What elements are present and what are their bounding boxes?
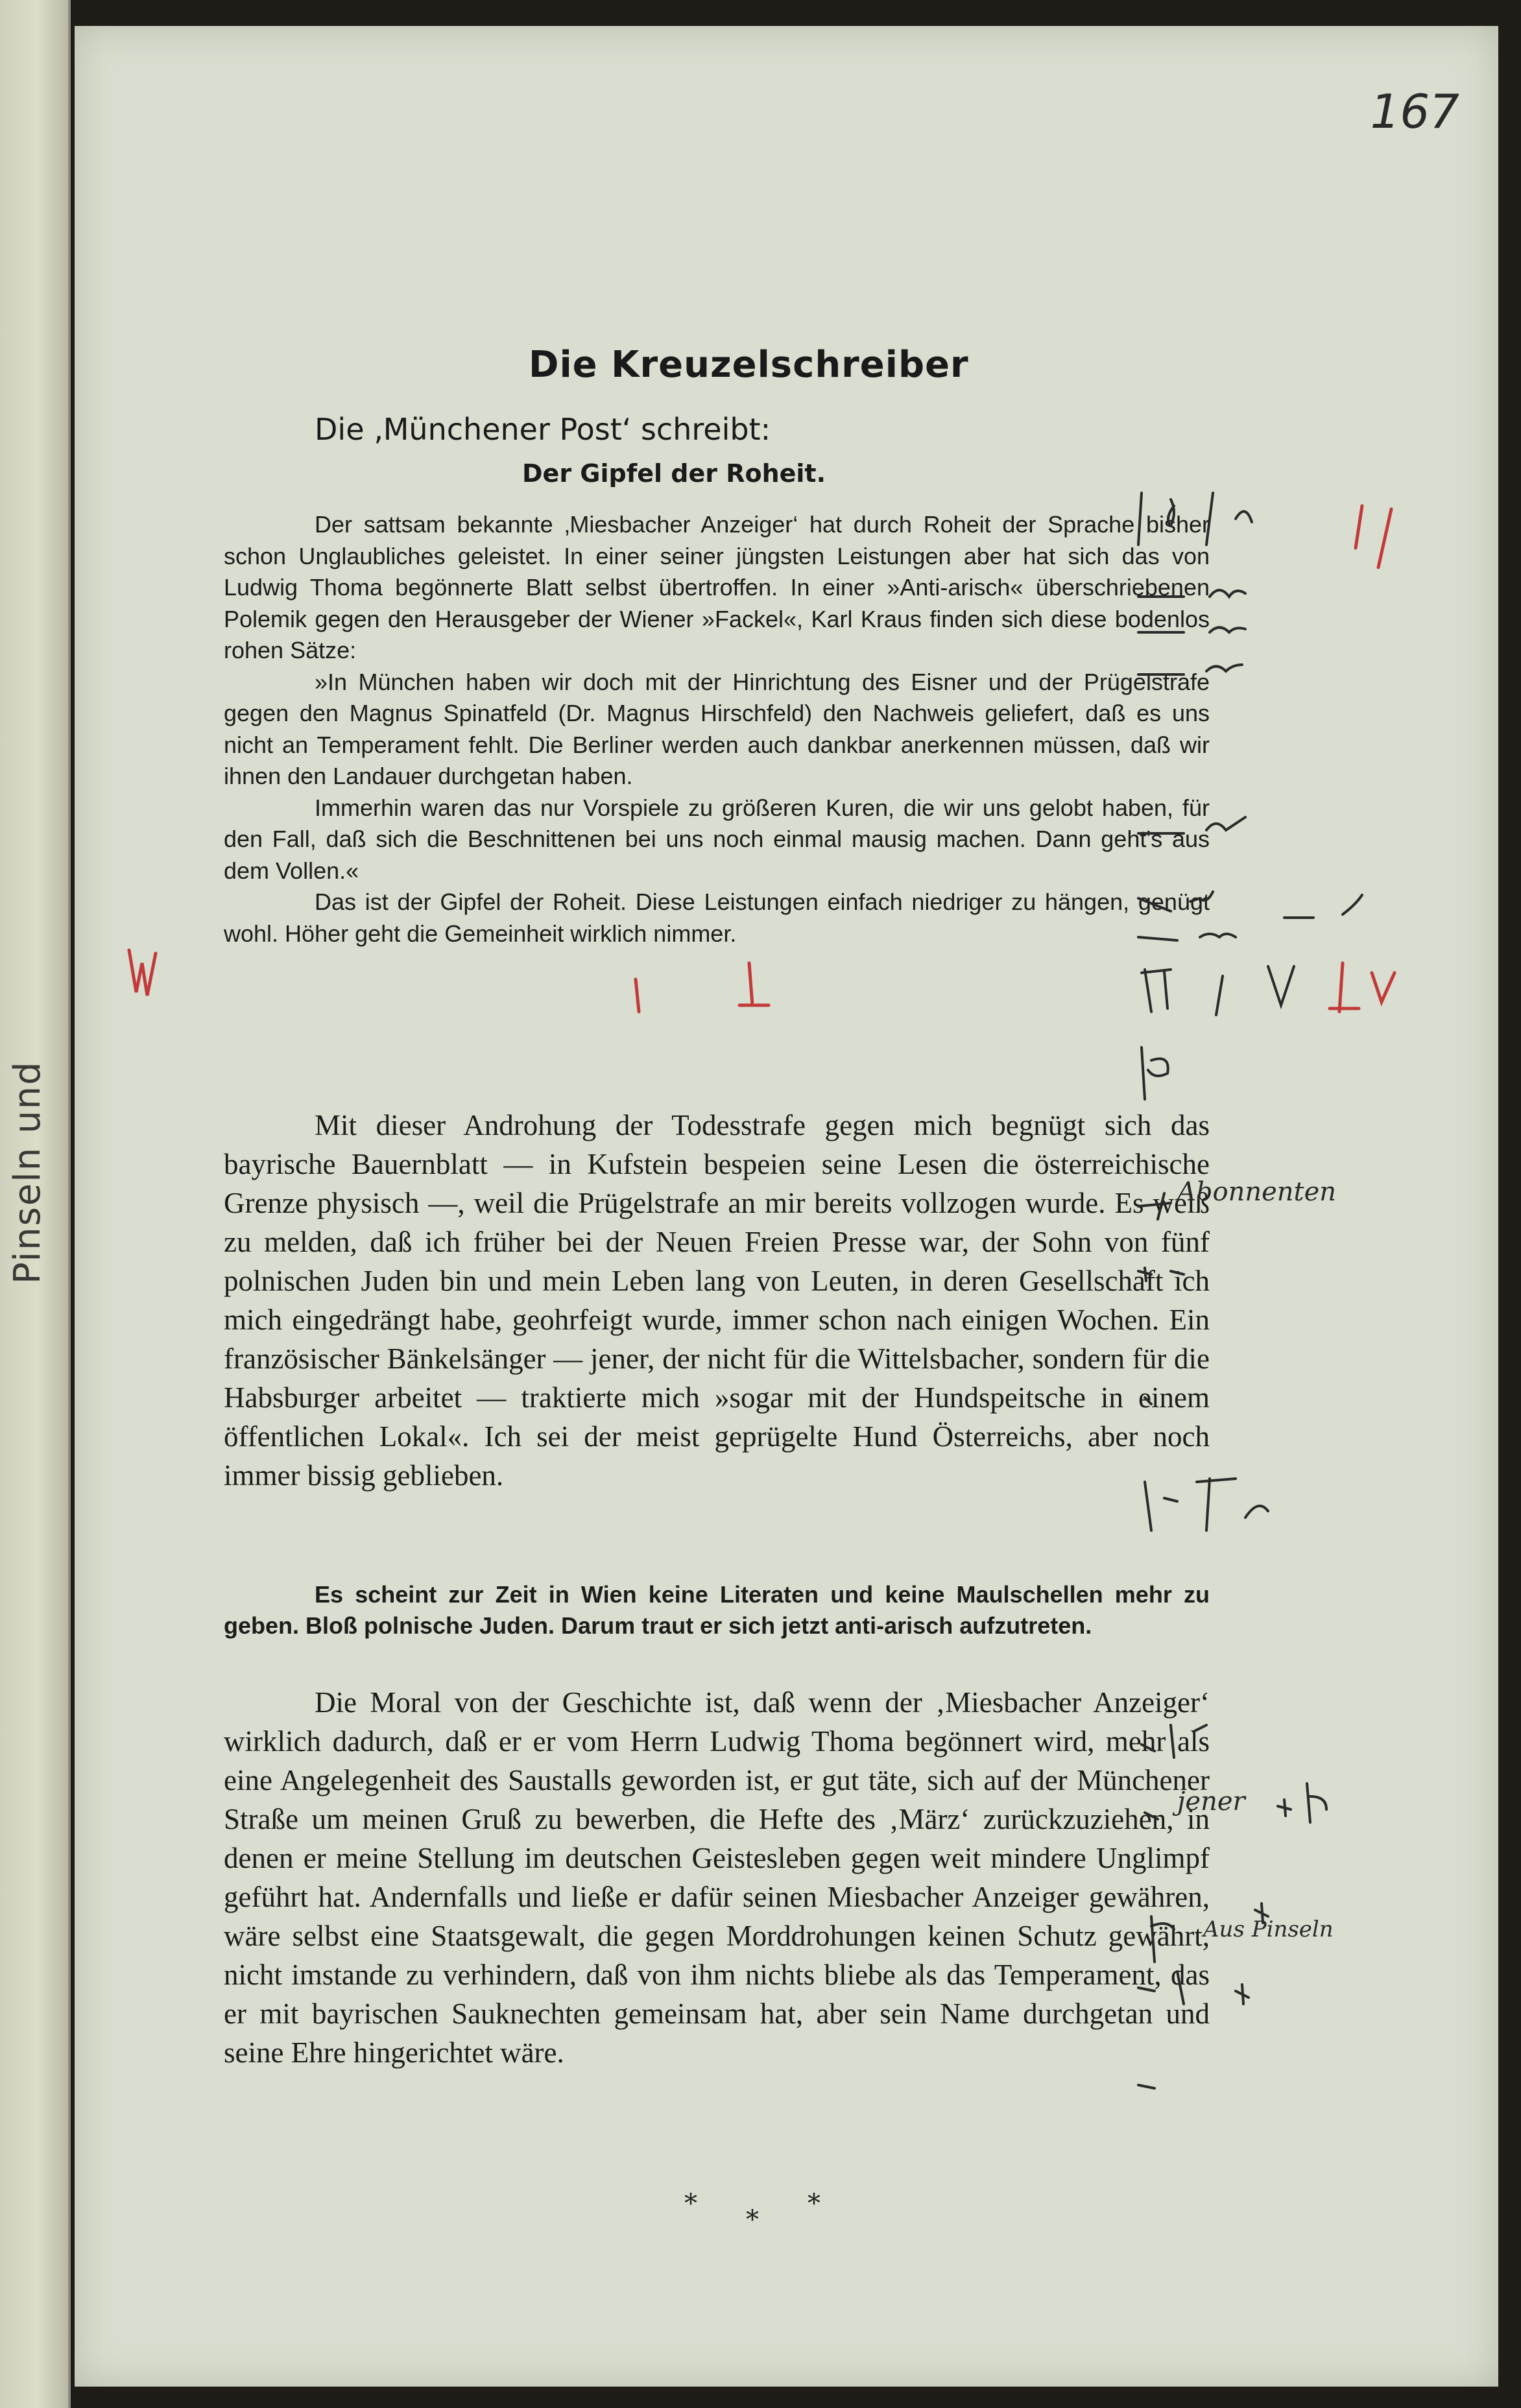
page-number: 167: [1370, 84, 1459, 139]
document-page: [75, 26, 1498, 2387]
body-paragraph-1: Mit dieser Androhung der Todesstrafe gegen mich begnügt sich das bayrische Bauernblatt — in Kufstein bespeien seine Lesen die österreichische Grenze physisch —, weil die Prügelstrafe an mir bereits vollzogen wurde. Es weiß zu melden, daß ich früher bei der Neuen Freien Presse war, der Sohn von fünf polnischen Juden bin und mein Leben lang von Leuten, in deren Gesellschaft ich mich eingedrängt habe, geohrfeigt wurde, immer schon nach einigen Wochen. Ein französischer Bänkelsänger — jener, der nicht für die Wittelsbacher, sondern für die Habsburger arbeitet — traktierte mich »sogar mit der Hundspeitsche in einem öffentlichen Lokal«. Ich sei der meist geprügelte Hund Österreichs, aber noch immer bissig geblieben.: [224, 1109, 1210, 1492]
separator-star: *: [808, 2189, 820, 2219]
section-separator: [671, 2189, 827, 2235]
body-paragraph-2-block: [224, 1683, 1210, 2072]
article-title: Die Kreuzelschreiber: [529, 344, 969, 386]
body-paragraph-2: Die Moral von der Geschichte ist, daß wenn der ‚Miesbacher Anzeiger‘ wirklich dadurch, daß er er vom Herrn Ludwig Thoma begönnert wird, mehr als eine Angelegenheit des Saustalls geworden ist, er gut täte, sich auf der Münchener Straße um meinen Gruß zu bewerben, die Hefte des ‚März‘ zurückzuziehen, in denen er meine Stellung im deutschen Geistesleben gegen weit mindere Unglimpf geführt hat. Andernfalls und ließe er dafür seinen Miesbacher Anzeiger gewähren, wäre selbst eine Staatsgewalt, die gegen Morddrohungen keinen Schutz gewährt, nicht imstande zu verhindern, daß von ihm nichts bliebe als das Temperament, das er mit bayrischen Sauknechten gemeinsam hat, aber sein Name durchgetan und seine Ehre hingerichtet wäre.: [224, 1686, 1210, 2069]
separator-star: *: [684, 2189, 697, 2219]
quoted-paragraph-2: Das ist der Gipfel der Roheit. Diese Leistungen einfach niedriger zu hängen, genügt wohl. Höher geht die Gemeinheit wirklich nimmer.: [224, 888, 1210, 947]
spine-text: Pinseln und: [6, 1060, 49, 1284]
quoted-heading: Der Gipfel der Roheit.: [522, 459, 826, 488]
article-subtitle: Die ‚Münchener Post‘ schreibt:: [315, 412, 771, 447]
margin-note-abonnenten: Abonnenten: [1177, 1177, 1337, 1207]
quote-paragraph-1: »In München haben wir doch mit der Hinrichtung des Eisner und der Prügelstrafe gegen den Magnus Spinatfeld (Dr. Magnus Hirschfeld) den Nachweis geliefert, daß es uns nicht an Temperament fehlt. Die Berliner werden auch dankbar anerkennen müssen, daß wir ihnen den Landauer durchgetan haben.: [224, 668, 1210, 789]
quote-paragraph-2: Immerhin waren das nur Vorspiele zu größeren Kuren, die wir uns gelobt haben, für den Fall, daß sich die Beschnittenen bei uns noch einmal mausig machen. Dann geht's aus dem Vollen.«: [224, 794, 1210, 884]
adjacent-page-strip: [0, 0, 71, 2408]
margin-note-jener: jener: [1177, 1787, 1245, 1817]
quoted-article-block: [224, 509, 1210, 949]
note-paragraph: Es scheint zur Zeit in Wien keine Literaten und keine Maulschellen mehr zu geben. Bloß polnische Juden. Darum traut er sich jetzt anti-arisch aufzutreten.: [224, 1581, 1210, 1639]
quoted-paragraph-1: Der sattsam bekannte ‚Miesbacher Anzeiger‘ hat durch Roheit der Sprache bisher schon Unglaubliches geleistet. In einer seiner jüngsten Leistungen aber hat sich das von Ludwig Thoma begönnerte Blatt selbst übertroffen. In einer »Anti-arisch« überschriebenen Polemik gegen den Herausgeber der Wiener »Fackel«, Karl Kraus finden sich diese bodenlos rohen Sätze:: [224, 511, 1210, 663]
body-paragraph-1-block: [224, 1106, 1210, 1495]
margin-note-aus-pinseln: Aus Pinseln: [1203, 1916, 1334, 1942]
note-block: [224, 1579, 1210, 1641]
separator-star: *: [746, 2205, 759, 2235]
